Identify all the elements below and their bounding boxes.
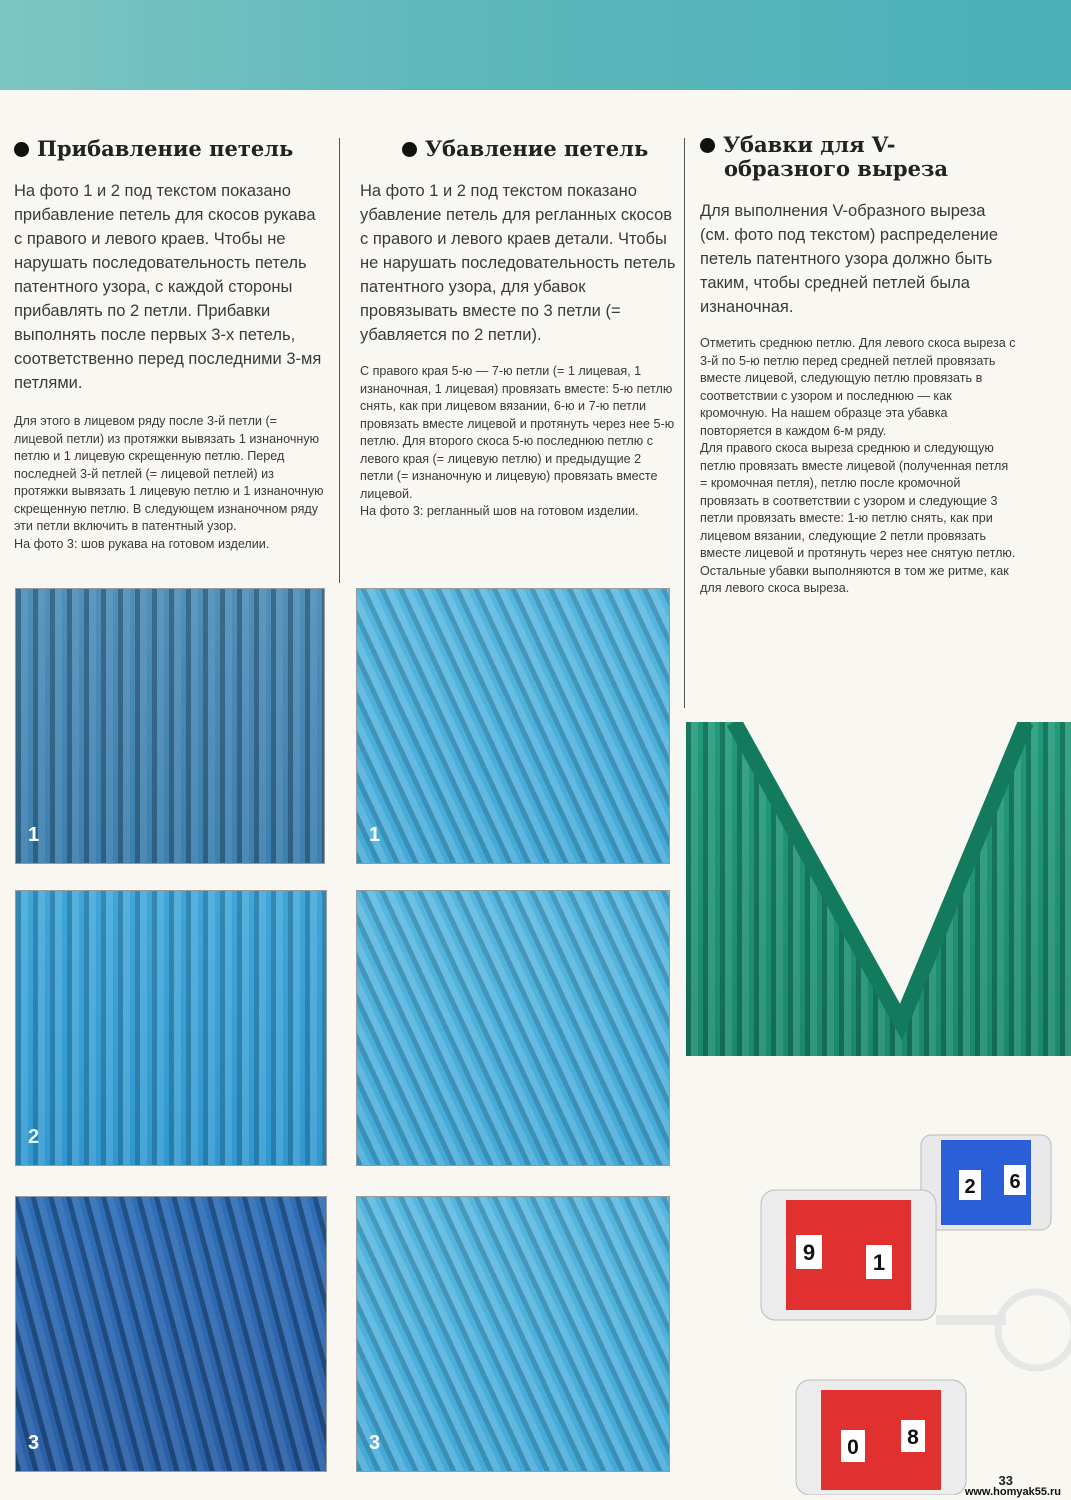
counter-ring [998, 1292, 1071, 1368]
bullet-icon [402, 142, 417, 157]
photo-caption: На фото 3: регланный шов на готовом изделии. [360, 504, 639, 518]
knit-photo [356, 890, 670, 1166]
blue-row-counter [921, 1135, 1051, 1230]
counter-digit: 1 [872, 1250, 886, 1275]
column-decreasing-stitches [360, 137, 676, 521]
top-color-band [0, 0, 1071, 90]
website-url[interactable]: www.homyak55.ru [964, 1486, 1061, 1498]
photo-number: 3 [369, 1432, 381, 1454]
red-row-counter [796, 1380, 966, 1495]
knit-photo [15, 1196, 327, 1472]
v-neck-photo [686, 722, 1071, 1056]
body-paragraph: Для правого скоса выреза среднюю и следующую петлю провязать вместе лицевой (полученная петля = кромочная петля), петлю после кромочной провязать в соответствии с узором и следующие 3 петли провязать вместе: 1-ю петлю снять, как при лицевом вязании, следующие 2 петли провязать вместе лицевой и протянуть через нее снятую петлю. [700, 441, 1016, 560]
counter-digit: 9 [802, 1240, 816, 1265]
body-paragraph: Остальные убавки выполняются в том же ритме, как для левого скоса выреза. [700, 563, 1009, 595]
knit-photo [15, 890, 327, 1166]
column-adding-stitches [14, 137, 326, 553]
knit-photo [15, 588, 325, 864]
photo-number: 1 [369, 824, 381, 846]
column-divider-2 [684, 138, 685, 708]
page-number: 33 [998, 1473, 1013, 1488]
knit-photo [356, 1196, 670, 1472]
photo-number: 1 [28, 824, 40, 846]
lead-paragraph: Для выполнения V-образного выреза (см. фото под текстом) распределение петель патентного узора должно быть таким, чтобы средней петлей была изнаночная. [700, 202, 999, 316]
section-title: Убавки для V-образного выреза [700, 133, 1018, 181]
section-title: Убавление петель [360, 137, 676, 161]
section-title: Прибавление петель [14, 137, 326, 161]
column-divider-1 [339, 138, 340, 583]
photo-caption: На фото 3: шов рукава на готовом изделии. [14, 536, 270, 551]
counter-digit: 0 [847, 1436, 859, 1459]
counter-digit: 6 [1009, 1171, 1021, 1193]
photo-number: 3 [28, 1432, 40, 1454]
counter-digit: 8 [907, 1426, 919, 1449]
column-v-neck-decreases [700, 133, 1018, 598]
knit-photo [356, 588, 670, 864]
red-row-counter [761, 1190, 936, 1320]
body-paragraph: Для этого в лицевом ряду после 3-й петли (= лицевой петли) из протяжки вывязать 1 изнаночную петлю и 1 лицевую скрещенную петлю. Перед последней 3-й петлей (= лицевой петлей) из протяжки вывязать 1 лицевую петлю и 1 изнаночную скрещенную петлю. В следующем изнаночном ряду эти петли включить в патентный узор. [14, 414, 324, 533]
counter-digit: 2 [964, 1176, 976, 1198]
photo-number: 2 [28, 1126, 40, 1148]
row-counters-illustration [741, 1115, 1071, 1495]
bullet-icon [14, 142, 29, 157]
lead-paragraph: На фото 1 и 2 под текстом показано убавление петель для регланных скосов с правого и левого краев детали. Чтобы не нарушать последовательность петель патентного узора, для убавок провязывать вместе по 3 петли (= убавляется по 2 петли). [360, 182, 676, 344]
bullet-icon [700, 138, 715, 153]
counter-stem [936, 1315, 1006, 1325]
lead-paragraph: На фото 1 и 2 под текстом показано прибавление петель для скосов рукава с правого и левого краев. Чтобы не нарушать последовательность петель патентного узора, с каждой стороны прибавлять по 2 петли. Прибавки выполнять после первых 3-х петель, соответственно перед последними 3-мя петлями. [14, 182, 322, 392]
body-paragraph: Отметить среднюю петлю. Для левого скоса выреза с 3-й по 5-ю петлю перед средней петлей провязать вместе лицевой, следующую петлю провязать в соответствии с узором и последнюю — как кромочную. На нашем образце эта убавка повторяется в каждом 6-м ряду. [700, 336, 1016, 438]
v-neck-cutout [686, 722, 1071, 1056]
body-paragraph: С правого края 5-ю — 7-ю петли (= 1 лицевая, 1 изнаночная, 1 лицевая) провязать вместе: 5-ю петлю снять, как при лицевом вязании, 6-ю и 7-ю петли провязать вместе лицевой и протянуть через нее 5-ю петлю. Для второго скоса 5-ю последнюю петлю с левого края (= лицевую петлю) и предыдущие 2 петли (= изнаночную и лицевую) провязать вместе лицевой. [360, 364, 675, 501]
